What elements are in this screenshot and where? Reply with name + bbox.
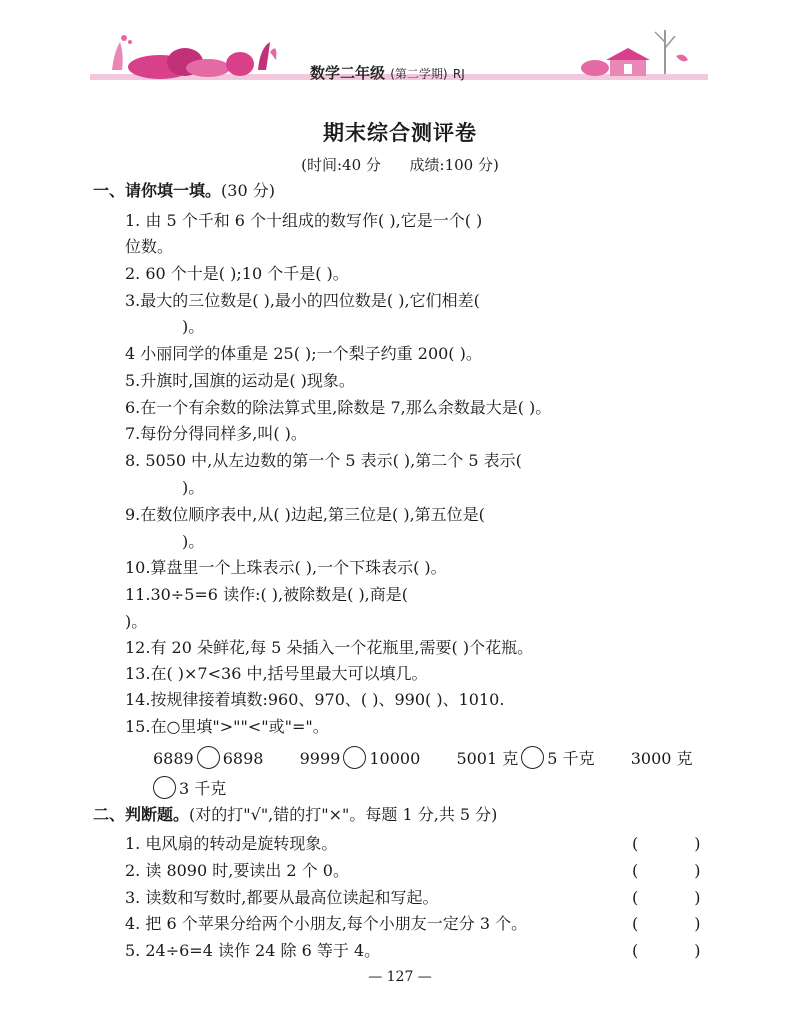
judge-item: 4. 把 6 个苹果分给两个小朋友,每个小朋友一定分 3 个。 <box>125 914 528 933</box>
question-line: 7.每份分得同样多,叫( )。 <box>125 424 307 443</box>
exam-subtitle: (时间:40 分 成绩:100 分) <box>301 156 499 174</box>
compare-b-left: 9999 <box>299 749 341 768</box>
header-title-term: (第二学期) <box>390 67 448 81</box>
question-line: )。 <box>182 478 205 497</box>
section1-points: (30 分) <box>221 181 275 200</box>
page-header <box>90 12 708 88</box>
question-line: 12.有 20 朵鲜花,每 5 朵插入一个花瓶里,需要( )个花瓶。 <box>125 638 534 657</box>
question-line: 11.30÷5=6 读作:( ),被除数是( ),商是( <box>125 585 409 604</box>
question-line: 8. 5050 中,从左边数的第一个 5 表示( ),第二个 5 表示( <box>125 451 522 470</box>
answer-paren[interactable]: ( ) <box>632 914 701 933</box>
compare-circle[interactable] <box>197 746 220 769</box>
compare-row <box>153 746 693 769</box>
answer-paren[interactable]: ( ) <box>632 888 701 907</box>
page-number: — 127 — <box>368 969 432 985</box>
question-line: 6.在一个有余数的除法算式里,除数是 7,那么余数最大是( )。 <box>125 398 552 417</box>
compare-c-left: 5001 克 <box>456 749 519 768</box>
compare-row-continued <box>150 776 226 799</box>
judge-item: 1. 电风扇的转动是旋转现象。 <box>125 834 338 853</box>
section2-instruction: (对的打"√",错的打"×"。每题 1 分,共 5 分) <box>189 805 498 824</box>
header-title <box>310 62 465 83</box>
compare-circle[interactable] <box>343 746 366 769</box>
question-line: )。 <box>182 317 205 336</box>
question-line: 15.在○里填">""<"或"="。 <box>125 717 329 736</box>
answer-paren[interactable]: ( ) <box>632 834 701 853</box>
question-line: 3.最大的三位数是( ),最小的四位数是( ),它们相差( <box>125 291 480 310</box>
question-line: 9.在数位顺序表中,从( )边起,第三位是( ),第五位是( <box>125 505 485 524</box>
question-line: 14.按规律接着填数:960、970、( )、990( )、1010. <box>125 690 505 709</box>
section1-heading <box>93 181 275 201</box>
judge-item: 3. 读数和写数时,都要从最高位读起和写起。 <box>125 888 439 907</box>
left-tree-decoration <box>112 35 276 79</box>
answer-paren[interactable]: ( ) <box>632 941 701 960</box>
question-line: )。 <box>125 612 148 631</box>
section2-heading <box>93 805 497 825</box>
question-line: 4 小丽同学的体重是 25( );一个梨子约重 200( )。 <box>125 344 482 363</box>
question-line: 位数。 <box>125 237 174 256</box>
header-title-edition: RJ <box>452 67 465 81</box>
answer-paren[interactable]: ( ) <box>632 861 701 880</box>
compare-d-right: 3 千克 <box>179 779 227 798</box>
compare-b-right: 10000 <box>369 749 421 768</box>
compare-circle[interactable] <box>153 776 176 799</box>
section1-heading-text: 一、请你填一填。 <box>93 181 222 200</box>
question-line: 10.算盘里一个上珠表示( ),一个下珠表示( )。 <box>125 558 447 577</box>
compare-c-right: 5 千克 <box>547 749 595 768</box>
section2-heading-text: 二、判断题。 <box>93 805 190 824</box>
question-line: 5.升旗时,国旗的运动是( )现象。 <box>125 371 355 390</box>
judge-item: 2. 读 8090 时,要读出 2 个 0。 <box>125 861 349 880</box>
compare-a-right: 6898 <box>222 749 264 768</box>
question-line: 2. 60 个十是( );10 个千是( )。 <box>125 264 349 283</box>
question-line: 1. 由 5 个千和 6 个十组成的数写作( ),它是一个( ) <box>125 211 483 230</box>
header-title-main: 数学二年级 <box>310 64 386 82</box>
question-line: )。 <box>182 532 205 551</box>
right-house-decoration <box>581 30 688 76</box>
compare-circle[interactable] <box>521 746 544 769</box>
judge-item: 5. 24÷6=4 读作 24 除 6 等于 4。 <box>125 941 381 960</box>
exam-title: 期末综合测评卷 <box>323 120 477 145</box>
compare-d-left: 3000 克 <box>630 749 693 768</box>
question-line: 13.在( )×7<36 中,括号里最大可以填几。 <box>125 664 428 683</box>
compare-a-left: 6889 <box>153 749 194 768</box>
